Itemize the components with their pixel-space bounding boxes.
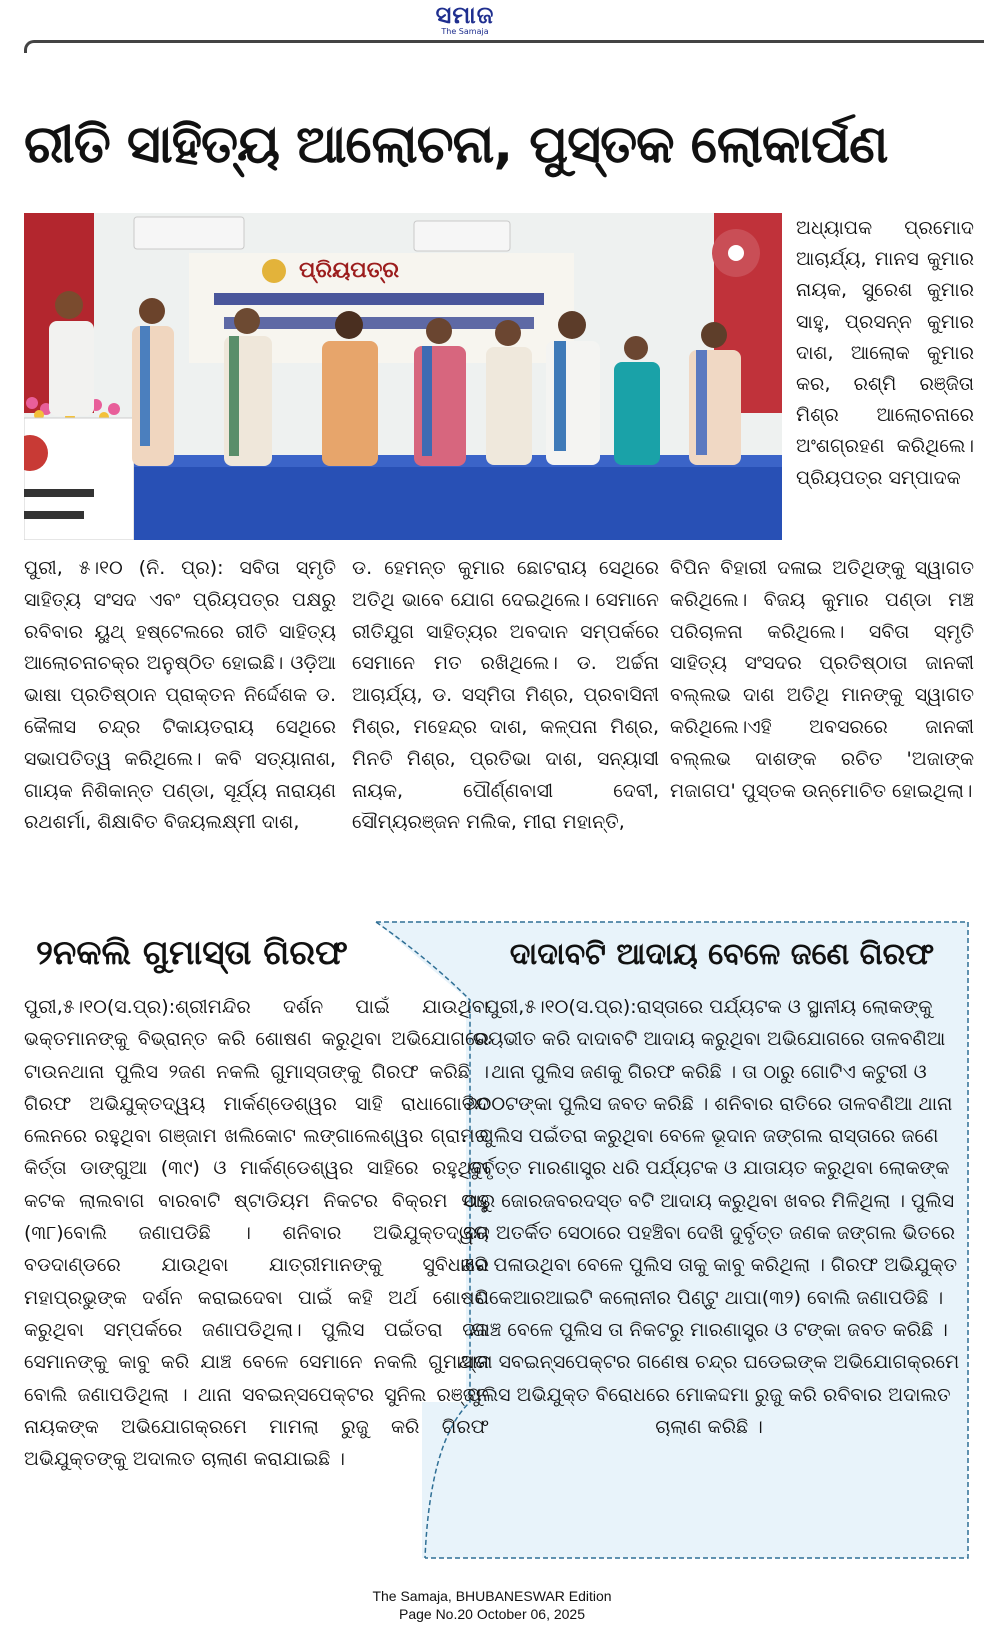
story1-column-1: ପୁରୀ, ୫।୧୦ (ନି. ପ୍ର): ସବିତା ସ୍ମୃତି ସାହିତ୍ୟ ସଂସଦ ଏବଂ ପ୍ରିୟପତ୍ର ପକ୍ଷରୁ ରବିବାର ୟୁଥ୍ ହଷ୍ଟେଲରେ ରୀତି ସାହିତ୍ୟ ଆଲୋଚନାଚକ୍ର ଅନୁଷ୍ଠିତ ହୋଇଛି। ଓଡ଼ିଆ ଭାଷା ପ୍ରତିଷ୍ଠାନ ପ୍ରାକ୍ତନ ନିର୍ଦ୍ଦେଶକ ଡ. କୈଳାସ ଚନ୍ଦ୍ର ଟିକାୟତରାୟ ସେଥିରେ ସଭାପତିତ୍ୱ କରିଥିଲେ। କବି ସତ୍ୟାନାଶ, ଗାୟକ ନିଶିକାନ୍ତ ପଣ୍ଡା, ସୂର୍ଯ୍ୟ ନାରାୟଣ ରଥଶର୍ମା, ଶିକ୍ଷାବିତ ବିଜୟଲକ୍ଷ୍ମୀ ଦାଶ, xyxy=(24,557,336,834)
story3-body: ପୁରୀ,୫।୧୦(ସ.ପ୍ର):ରାସ୍ତାରେ ପର୍ଯ୍ୟଟକ ଓ ସ୍ଥାନୀୟ ଲୋକଙ୍କୁ ଭୟଭୀତ କରି ଦାଦାବଟି ଆଦାୟ କରୁଥିବା ଅଭିଯୋଗରେ ତାଳବଣିଆ ଥାନା ପୁଲିସ ଜଣକୁ ଗିରଫ କରିଛି । ତା ଠାରୁ ଗୋଟିଏ କଟୁରୀ ଓ ୬୦୦ଟଙ୍କା ପୁଲିସ ଜବତ କରିଛି । ଶନିବାର ରାତିରେ ତାଳବଣିଆ ଥାନା ପୁଲିସ ପଇଁତରା କରୁଥିବା ବେଳେ ଭୂଦାନ ଜଙ୍ଗଲ ରାସ୍ତାରେ ଜଣେ ଦୁର୍ବୃତ୍ତ ମାରଣାସ୍ତ୍ର ଧରି ପର୍ଯ୍ୟଟକ ଓ ଯାତାୟତ କରୁଥିବା ଲୋକଙ୍କ ଠାରୁ ଜୋରଜବରଦସ୍ତ ବଟି ଆଦାୟ କରୁଥିବା ଖବର ମିଳିଥିଲା । ପୁଲିସ ଦଳ ଅତର୍କିତ ସେଠାରେ ପହଞ୍ଚିବା ଦେଖି ଦୁର୍ବୃତ୍ତ ଜଣକ ଜଙ୍ଗଲ ଭିତରେ ଖସି ପଳାଉଥିବା ବେଳେ ପୁଲିସ ତାକୁ କାବୁ କରିଥିଲା । ଗିରଫ ଅଭିଯୁକ୍ତ ପିକେଆରଆଇଟି କଲୋନୀର ପିଣ୍ଟୁ ଥାପା(୩୨) ବୋଲି ଜଣାପଡିଛି । ଯାଞ୍ଚ ବେଳେ ପୁଲିସ ତା ନିକଟରୁ ମାରଣାସ୍ତ୍ର ଓ ଟଙ୍କା ଜବତ କରିଛି । ଥାନା ସବଇନ୍ସପେକ୍ଟର ଗଣେଷ ଚନ୍ଦ୍ର ଘଡେଇଙ୍କ ଅଭିଯୋଗକ୍ରମେ ପୁଲିସ ଅଭିଯୁକ୍ତ ବିରୋଧରେ ମୋକଦ୍ଦମା ରୁଜୁ କରି ରବିବାର ଅଦାଲତ ଚାଲାଣ କରିଛି । xyxy=(458,996,960,1438)
edition-label: The Samaja, BHUBANESWAR Edition xyxy=(372,1588,612,1604)
page-number-date: Page No.20 October 06, 2025 xyxy=(398,1606,586,1622)
banner-title: ପ୍ରିୟପତ୍ର xyxy=(299,258,400,283)
story1-column-2: ଡ. ହେମନ୍ତ କୁମାର ଛୋଟରାୟ ସେଥିରେ ଅତିଥି ଭାବେ ଯୋଗ ଦେଇଥିଲେ। ସେମାନେ ରୀତିଯୁଗ ସାହିତ୍ୟର ଅବଦାନ ସମ୍ପର୍କରେ ସେମାନେ ମତ ରଖିଥିଲେ। ଡ. ଅର୍ଚ୍ଚନା ଆଚାର୍ଯ୍ୟ, ଡ. ସସ୍ମିତା ମିଶ୍ର, ପ୍ରବାସିନୀ ମିଶ୍ର, ମହେନ୍ଦ୍ର ଦାଶ, କଳ୍ପନା ମିଶ୍ର, ମିନତି ମିଶ୍ର, ପ୍ରତିଭା ଦାଶ, ସନ୍ୟାସୀ ନାୟକ, ପୌର୍ଣ୍ଣବାସୀ ଦେବୀ, ସୌମ୍ୟରଞ୍ଜନ ମଲିକ, ମୀରା ମହାନ୍ତି, xyxy=(352,557,659,834)
story1-column-3: ବିପିନ ବିହାରୀ ଦଳାଇ ଅତିଥିଙ୍କୁ ସ୍ୱାଗତ କରିଥିଲେ। ବିଜୟ କୁମାର ପଣ୍ଡା ମଞ୍ଚ ପରିଚାଳନା କରିଥିଲେ। ସବିତା ସ୍ମୃତି ସାହିତ୍ୟ ସଂସଦର ପ୍ରତିଷ୍ଠାତା ଜାନକୀ ବଲ୍ଲଭ ଦାଶ ଅତିଥି ମାନଙ୍କୁ ସ୍ୱାଗତ କରିଥିଲେ।ଏହି ଅବସରରେ ଜାନକୀ ବଲ୍ଲଭ ଦାଶଙ୍କ ରଚିତ 'ଅଜାଙ୍କ ମଜାଗପ' ପୁସ୍ତକ ଉନ୍ମୋଚିତ ହୋଇଥିଲା। xyxy=(670,557,974,802)
story1-headline: ରୀତି ସାହିତ୍ୟ ଆଲୋଚନା, ପୁସ୍ତକ ଲୋକାର୍ପଣ xyxy=(24,115,888,175)
newspaper-name: ସମାଜ xyxy=(435,1,495,29)
newspaper-subtitle: The Samaja xyxy=(441,27,489,36)
story2-body: ପୁରୀ,୫।୧୦(ସ.ପ୍ର):ଶ୍ରୀମନ୍ଦିର ଦର୍ଶନ ପାଇଁ ଯାଉଥିବା ଭକ୍ତମାନଙ୍କୁ ବିଭ୍ରାନ୍ତ କରି ଶୋଷଣ କରୁଥିବା ଅଭିଯୋଗରେ ଟାଉନଥାନା ପୁଲିସ ୨ଜଣ ନକଲି ଗୁମାସ୍ତାଙ୍କୁ ଗିରଫ କରିଛି । ଗିରଫ ଅଭିଯୁକ୍ତଦ୍ୱୟ ମାର୍କଣ୍ଡେଶ୍ୱର ସାହି ରାଧାଗୋବିନ୍ଦ ଲେନରେ ରହୁଥିବା ଗଞ୍ଜାମ ଖଲିକୋଟ ଲଙ୍ଗାଲେଶ୍ୱର ଗ୍ରାମର କିର୍ତ୍ତା ଡାଙ୍ଗୁଆ (୩୯) ଓ ମାର୍କଣ୍ଡେଶ୍ୱର ସାହିରେ ରହୁଥିବା କଟକ ଲାଲବାଗ ବାରବାଟି ଷ୍ଟାଡିୟମ ନିକଟର ବିକ୍ରମ ସାହୁ (୩୮)ବୋଲି ଜଣାପଡିଛି । ଶନିବାର ଅଭିଯୁକ୍ତଦ୍ୱୟ ବଡଦାଣ୍ଡରେ ଯାଉଥିବା ଯାତ୍ରୀମାନଙ୍କୁ ସୁବିଧାରେ ମହାପ୍ରଭୁଙ୍କ ଦର୍ଶନ କରାଇଦେବା ପାଇଁ କହି ଅର୍ଥ ଶୋଷଣ କରୁଥିବା ସମ୍ପର୍କରେ ଜଣାପଡିଥିଲା। ପୁଲିସ ପଇଁତରା ଦଳ ସେମାନଙ୍କୁ କାବୁ କରି ଯାଞ୍ଚ ବେଳେ ସେମାନେ ନକଲି ଗୁମାସ୍ତା ବୋଲି ଜଣାପଡିଥିଲା । ଥାନା ସବଇନ୍ସପେକ୍ଟର ସୁନିଲ ରଞ୍ଜନ ନାୟକଙ୍କ ଅଭିଯୋଗକ୍ରମେ ମାମଲା ରୁଜୁ କରି ଗିରଫ ଅଭିଯୁକ୍ତଙ୍କୁ ଅଦାଲତ ଚାଲାଣ କରାଯାଇଛି । xyxy=(24,996,489,1471)
story3-headline: ଦାଦାବଟି ଆଦାୟ ବେଳେ ଜଣେ ଗିରଫ xyxy=(509,937,935,972)
page-footer xyxy=(0,1587,984,1623)
story2-headline: ୨ନକଲି ଗୁମାସ୍ତା ଗିରଫ xyxy=(36,933,348,973)
story1-side-column: ଅଧ୍ୟାପକ ପ୍ରମୋଦ ଆଚାର୍ଯ୍ୟ, ମାନସ କୁମାର ନାୟକ, ସୁରେଶ କୁମାର ସାହୁ, ପ୍ରସନ୍ନ କୁମାର ଦାଶ, ଆଲୋକ କୁମାର କର, ରଶ୍ମି ରଞ୍ଜିତା ମିଶ୍ର ଆଲୋଚନାରେ ଅଂଶଗ୍ରହଣ କରିଥିଲେ। ପ୍ରିୟପତ୍ର ସମ୍ପାଦକ xyxy=(796,217,974,489)
